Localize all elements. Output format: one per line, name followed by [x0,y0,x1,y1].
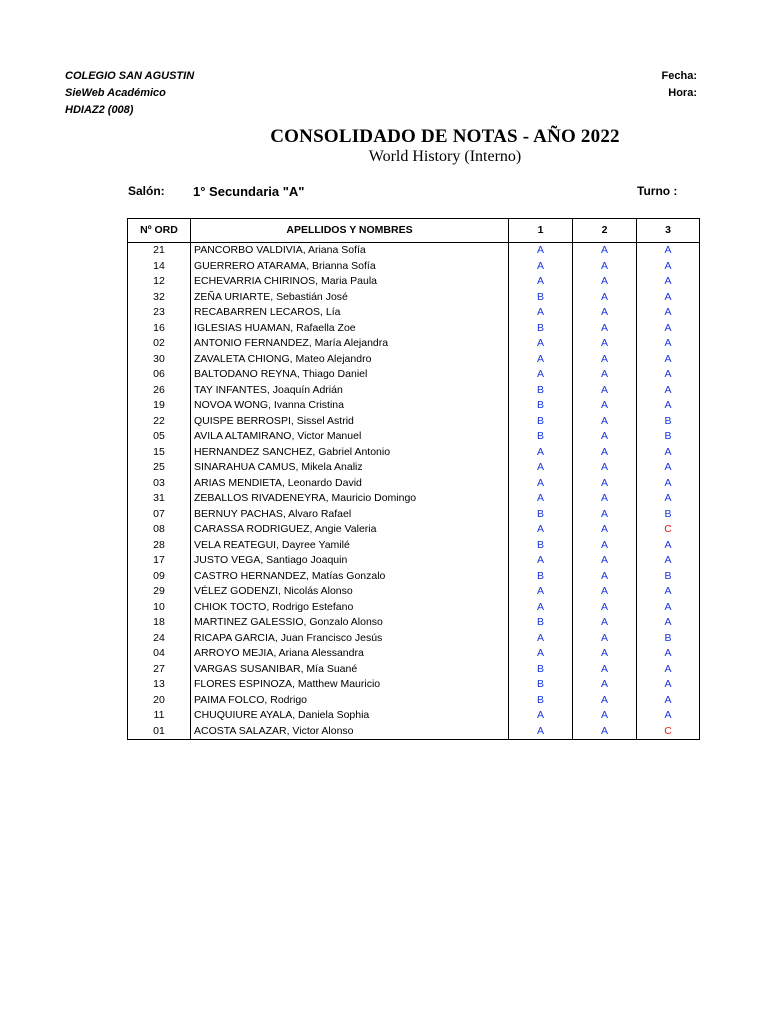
student-ord: 10 [128,600,191,616]
student-name: ZEBALLOS RIVADENEYRA, Mauricio Domingo [191,491,509,507]
grade-2: A [573,646,637,662]
student-ord: 09 [128,569,191,585]
student-name: PANCORBO VALDIVIA, Ariana Sofía [191,243,509,259]
grade-2: A [573,398,637,414]
grade-3: A [637,662,700,678]
table-row [128,305,700,321]
student-name: GUERRERO ATARAMA, Brianna Sofía [191,259,509,275]
table-row [128,398,700,414]
table-row [128,259,700,275]
student-name: ZEÑA URIARTE, Sebastián José [191,290,509,306]
grade-3: A [637,615,700,631]
grade-3: A [637,600,700,616]
grade-2: A [573,445,637,461]
table-row [128,274,700,290]
grade-3: C [637,724,700,740]
salon-label: Salón: [128,184,165,198]
grade-2: A [573,693,637,709]
grade-2: A [573,290,637,306]
student-ord: 19 [128,398,191,414]
student-ord: 03 [128,476,191,492]
report-subtitle: World History (Interno) [368,148,522,165]
student-ord: 29 [128,584,191,600]
grades-table-body [128,243,700,740]
grade-2: A [573,708,637,724]
table-row [128,414,700,430]
grade-3: B [637,414,700,430]
grade-2: A [573,677,637,693]
student-ord: 05 [128,429,191,445]
student-ord: 17 [128,553,191,569]
grade-3: A [637,476,700,492]
grade-2: A [573,662,637,678]
student-ord: 08 [128,522,191,538]
student-name: AVILA ALTAMIRANO, Victor Manuel [191,429,509,445]
grade-1: B [509,662,573,678]
grade-3: B [637,429,700,445]
student-ord: 12 [128,274,191,290]
grade-1: A [509,553,573,569]
table-row [128,243,700,259]
grade-1: A [509,584,573,600]
grade-2: A [573,600,637,616]
grade-3: B [637,569,700,585]
grade-3: A [637,445,700,461]
grade-2: A [573,429,637,445]
student-name: NOVOA WONG, Ivanna Cristina [191,398,509,414]
grade-1: A [509,352,573,368]
school-name: COLEGIO SAN AGUSTIN [65,70,195,82]
student-ord: 06 [128,367,191,383]
student-ord: 14 [128,259,191,275]
grade-1: A [509,305,573,321]
grade-1: A [509,708,573,724]
grade-3: A [637,274,700,290]
student-name: HERNANDEZ SANCHEZ, Gabriel Antonio [191,445,509,461]
grade-1: A [509,274,573,290]
table-row [128,290,700,306]
table-row [128,367,700,383]
salon-value: 1° Secundaria "A" [193,184,305,199]
grade-1: B [509,507,573,523]
grade-3: A [637,708,700,724]
fecha-label: Fecha: [661,70,697,82]
grade-3: A [637,290,700,306]
grade-2: A [573,584,637,600]
grade-1: A [509,460,573,476]
grade-1: B [509,693,573,709]
grade-2: A [573,476,637,492]
grade-2: A [573,383,637,399]
grade-2: A [573,460,637,476]
grade-3: A [637,398,700,414]
table-row [128,538,700,554]
table-row [128,553,700,569]
grade-2: A [573,274,637,290]
grade-1: B [509,414,573,430]
table-row [128,336,700,352]
grade-1: B [509,429,573,445]
col-header-grade-3: 3 [637,219,700,243]
grade-3: A [637,352,700,368]
report-title: CONSOLIDADO DE NOTAS - AÑO 2022 [270,126,620,147]
grade-3: A [637,243,700,259]
student-name: JUSTO VEGA, Santiago Joaquin [191,553,509,569]
grade-1: A [509,445,573,461]
grade-3: A [637,305,700,321]
grade-1: B [509,569,573,585]
grade-2: A [573,367,637,383]
table-row [128,507,700,523]
grade-1: A [509,646,573,662]
student-ord: 23 [128,305,191,321]
grade-3: A [637,677,700,693]
student-name: ECHEVARRIA CHIRINOS, Maria Paula [191,274,509,290]
grade-3: A [637,321,700,337]
grade-2: A [573,305,637,321]
student-name: TAY INFANTES, Joaquín Adrián [191,383,509,399]
student-name: BERNUY PACHAS, Alvaro Rafael [191,507,509,523]
student-name: MARTINEZ GALESSIO, Gonzalo Alonso [191,615,509,631]
student-ord: 07 [128,507,191,523]
student-name: ARIAS MENDIETA, Leonardo David [191,476,509,492]
grade-1: B [509,290,573,306]
table-row [128,491,700,507]
grade-3: A [637,491,700,507]
hora-label: Hora: [668,87,697,99]
grade-2: A [573,553,637,569]
grade-2: A [573,615,637,631]
grade-1: A [509,336,573,352]
student-name: SINARAHUA CAMUS, Mikela Analiz [191,460,509,476]
report-code: HDIAZ2 (008) [65,104,134,116]
student-name: PAIMA FOLCO, Rodrigo [191,693,509,709]
grade-3: A [637,693,700,709]
grade-3: B [637,507,700,523]
grade-3: A [637,460,700,476]
grade-1: B [509,321,573,337]
grade-3: A [637,336,700,352]
col-header-ord: Nº ORD [128,219,191,243]
table-row [128,600,700,616]
grade-2: A [573,414,637,430]
grade-1: A [509,631,573,647]
grade-1: B [509,398,573,414]
grade-1: B [509,615,573,631]
grade-1: A [509,724,573,740]
report-header-left [65,68,194,119]
grade-1: B [509,677,573,693]
grade-3: A [637,367,700,383]
student-ord: 25 [128,460,191,476]
table-row [128,383,700,399]
grade-2: A [573,352,637,368]
student-name: VARGAS SUSANIBAR, Mía Suané [191,662,509,678]
student-name: FLORES ESPINOZA, Matthew Mauricio [191,677,509,693]
student-name: ACOSTA SALAZAR, Victor Alonso [191,724,509,740]
student-name: ANTONIO FERNANDEZ, María Alejandra [191,336,509,352]
table-row [128,677,700,693]
grade-1: B [509,538,573,554]
table-row [128,321,700,337]
table-row [128,646,700,662]
grade-1: A [509,600,573,616]
student-ord: 31 [128,491,191,507]
grade-2: A [573,724,637,740]
student-ord: 30 [128,352,191,368]
table-row [128,352,700,368]
report-header-right [662,68,697,102]
table-row [128,662,700,678]
grade-1: A [509,259,573,275]
grades-table [127,218,700,740]
grade-3: A [637,259,700,275]
student-ord: 11 [128,708,191,724]
student-name: QUISPE BERROSPI, Sissel Astrid [191,414,509,430]
col-header-grade-2: 2 [573,219,637,243]
student-ord: 28 [128,538,191,554]
student-name: CARASSA RODRIGUEZ, Angie Valeria [191,522,509,538]
grade-3: A [637,383,700,399]
grade-2: A [573,336,637,352]
student-name: CHIOK TOCTO, Rodrigo Estefano [191,600,509,616]
student-ord: 32 [128,290,191,306]
grade-2: A [573,259,637,275]
grade-2: A [573,522,637,538]
grade-1: B [509,383,573,399]
table-row [128,445,700,461]
student-ord: 01 [128,724,191,740]
grade-1: A [509,522,573,538]
grade-3: A [637,553,700,569]
student-name: ARROYO MEJIA, Ariana Alessandra [191,646,509,662]
student-ord: 20 [128,693,191,709]
grade-2: A [573,507,637,523]
student-ord: 24 [128,631,191,647]
grade-3: C [637,522,700,538]
grade-3: A [637,538,700,554]
grade-3: A [637,584,700,600]
grade-1: A [509,491,573,507]
student-name: CHUQUIURE AYALA, Daniela Sophia [191,708,509,724]
grade-2: A [573,569,637,585]
col-header-name: APELLIDOS Y NOMBRES [191,219,509,243]
student-ord: 21 [128,243,191,259]
student-ord: 04 [128,646,191,662]
table-row [128,476,700,492]
student-ord: 15 [128,445,191,461]
grade-1: A [509,243,573,259]
student-name: VELA REATEGUI, Dayree Yamilé [191,538,509,554]
table-row [128,460,700,476]
student-name: VÉLEZ GODENZI, Nicolás Alonso [191,584,509,600]
table-row [128,429,700,445]
student-name: IGLESIAS HUAMAN, Rafaella Zoe [191,321,509,337]
student-ord: 22 [128,414,191,430]
student-name: BALTODANO REYNA, Thiago Daniel [191,367,509,383]
table-row [128,693,700,709]
turno-label: Turno : [637,184,678,198]
student-ord: 26 [128,383,191,399]
table-header-row [128,219,700,243]
table-row [128,522,700,538]
grade-3: A [637,646,700,662]
grade-2: A [573,538,637,554]
student-name: RICAPA GARCIA, Juan Francisco Jesús [191,631,509,647]
student-ord: 13 [128,677,191,693]
student-name: RECABARREN LECAROS, Lía [191,305,509,321]
grade-1: A [509,476,573,492]
col-header-grade-1: 1 [509,219,573,243]
grade-1: A [509,367,573,383]
student-ord: 16 [128,321,191,337]
student-ord: 02 [128,336,191,352]
grade-2: A [573,243,637,259]
grade-2: A [573,631,637,647]
table-row [128,569,700,585]
system-name: SieWeb Académico [65,87,166,99]
grade-3: B [637,631,700,647]
grade-2: A [573,491,637,507]
student-name: CASTRO HERNANDEZ, Matías Gonzalo [191,569,509,585]
grade-2: A [573,321,637,337]
table-row [128,724,700,740]
student-ord: 18 [128,615,191,631]
table-row [128,631,700,647]
table-row [128,584,700,600]
table-row [128,708,700,724]
student-name: ZAVALETA CHIONG, Mateo Alejandro [191,352,509,368]
table-row [128,615,700,631]
student-ord: 27 [128,662,191,678]
